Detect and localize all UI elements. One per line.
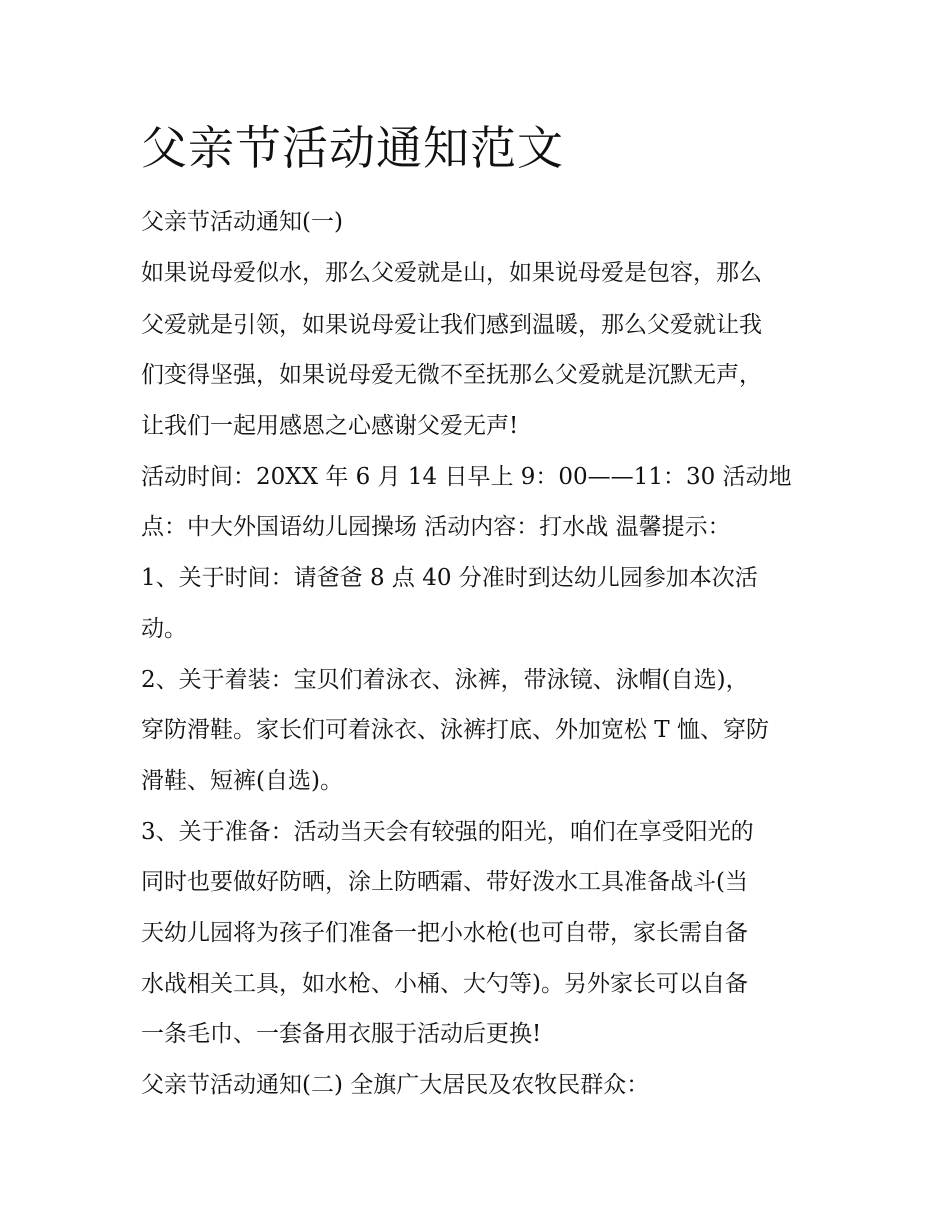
text-line: 点：中大外国语幼儿园操场 活动内容：打水战 温馨提示： bbox=[141, 514, 731, 540]
text-line: 一条毛巾、一套备用衣服于活动后更换! bbox=[141, 1021, 542, 1047]
text-line: 父爱就是引领，如果说母爱让我们感到温暖，那么父爱就让我 bbox=[141, 312, 762, 338]
text-line: 同时也要做好防晒，涂上防晒霜、带好泼水工具准备战斗(当 bbox=[141, 869, 748, 895]
text-line: 2、关于着装：宝贝们着泳衣、泳裤，带泳镜、泳帽(自选)， bbox=[141, 667, 749, 693]
text-line: 如果说母爱似水，那么父爱就是山，如果说母爱是包容，那么 bbox=[141, 260, 762, 286]
section-heading-1: 父亲节活动通知(一) bbox=[141, 209, 343, 235]
text-line: 3、关于准备：活动当天会有较强的阳光，咱们在享受阳光的 bbox=[141, 819, 754, 845]
text-line: 天幼儿园将为孩子们准备一把小水枪(也可自带，家长需自备 bbox=[141, 920, 748, 946]
section-heading-2: 父亲节活动通知(二) 全旗广大居民及农牧民群众： bbox=[141, 1072, 650, 1098]
text-line: 滑鞋、短裤(自选)。 bbox=[141, 768, 343, 794]
text-line: 穿防滑鞋。家长们可着泳衣、泳裤打底、外加宽松 T 恤、穿防 bbox=[141, 717, 769, 743]
text-line: 动。 bbox=[141, 616, 187, 642]
text-line: 让我们一起用感恩之心感谢父爱无声! bbox=[141, 413, 519, 439]
text-line: 活动时间：20XX 年 6 月 14 日早上 9：00——11：30 活动地 bbox=[141, 464, 792, 490]
text-line: 们变得坚强，如果说母爱无微不至抚那么父爱就是沉默无声， bbox=[141, 362, 762, 388]
page-title: 父亲节活动通知范文 bbox=[141, 121, 564, 175]
text-line: 水战相关工具，如水枪、小桶、大勺等)。另外家长可以自备 bbox=[141, 971, 748, 997]
text-line: 1、关于时间：请爸爸 8 点 40 分准时到达幼儿园参加本次活 bbox=[141, 565, 758, 591]
